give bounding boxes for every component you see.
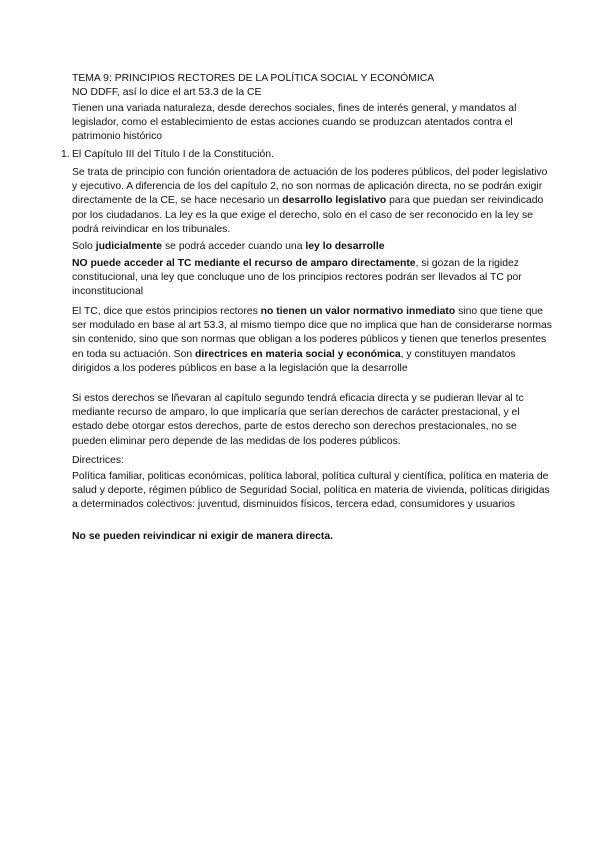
paragraph-3 <box>72 257 552 300</box>
p1-text-a: Se trata de principio con función orientadora de actuación de los poderes públicos, del poder legislativo y ejecutivo. A diferencia de los del capítulo 2, no son normas de aplicación directa, no se podrán exigir directamente de la CE, se hace necesario un <box>72 167 548 207</box>
paragraph-6: Directrices: <box>72 455 124 466</box>
p2-bold-2: ley lo desarrolle <box>305 241 385 252</box>
paragraph-2 <box>72 240 552 254</box>
p4-bold-2: directrices en materia social y económica <box>195 348 401 360</box>
list-number: 1. <box>61 149 70 160</box>
p3-bold: NO puede acceder al TC mediante el recurso de amparo directamente <box>72 258 416 269</box>
paragraph-8 <box>72 530 552 544</box>
paragraph-1 <box>72 166 552 237</box>
p4-bold-1: no tienen un valor normativo inmediato <box>260 306 456 317</box>
paragraph-7: Política familiar, politicas económicas, política laboral, política cultural y científica, política en materia de salud y deporte, régimen público de Seguridad Social, política en materia de vivienda, políticas dirigidas a determinados colectivos: juventud, disminuidos físicos, tercera edad, consumidores y usuarios <box>72 471 550 511</box>
list-item-heading: El Capítulo III del Título I de la Constitución. <box>72 149 274 160</box>
paragraph-4 <box>72 305 552 376</box>
p8-bold: No se pueden reivindicar ni exigir de manera directa. <box>72 531 334 542</box>
paragraph-5: Si estos derechos se lñevaran al capítulo segundo tendrá eficacia directa y se pudieran llevar al tc mediante recurso de amparo, lo que implicaría que serían derechos de carácter prestacional, y el estado debe otorgar estos derechos, parte de estos derecho son derechos prestacionales, no se pueden eliminar pero depende de las medidas de los poderes públicos. <box>72 393 524 447</box>
p2-bold-1: judicialmente <box>95 241 163 252</box>
p4-text-e: , y constituyen mandatos dirigidos a los poderes públicos en base a la legislación que la desarrolle <box>72 348 516 374</box>
intro-paragraph: Tienen una variada naturaleza, desde derechos sociales, fines de interés general, y mandatos al legislador, como el establecimiento de estas acciones cuando se produzcan atentados contra el patrimonio histórico <box>72 103 517 143</box>
p1-bold: desarrollo legislativo <box>282 195 387 207</box>
p2-text-a: Solo <box>72 241 96 252</box>
subtitle-line: NO DDFF, así lo dice el art 53.3 de la CE <box>72 87 262 98</box>
p1-text-c: para que puedan ser reivindicado por los ciudadanos. La ley es la que exige el derecho, solo en el caso de ser reconocido en la ley se podrá reivindicar en los tribunales. <box>72 195 544 235</box>
page-title: TEMA 9: PRINCIPIOS RECTORES DE LA POLÍTICA SOCIAL Y ECONÓMICA <box>72 73 435 84</box>
p3-text-b: , si gozan de la rigidez constitucional, una ley que concluque uno de los principios rectores podrán ser llevados al TC por inconstitucional <box>72 258 522 298</box>
p2-text-c: se podrá acceder cuando una <box>162 241 306 252</box>
p4-text-a: El TC, dice que estos principios rectores <box>72 306 261 317</box>
p4-text-c: sino que tiene que ser modulado en base al art 53.3, al mismo tiempo dice que no implica que han de considerarse normas sin contenido, sino que son normas que obligan a los poderes públicos y tienen que tenerlos presentes en toda su actuación. Son <box>72 306 552 360</box>
